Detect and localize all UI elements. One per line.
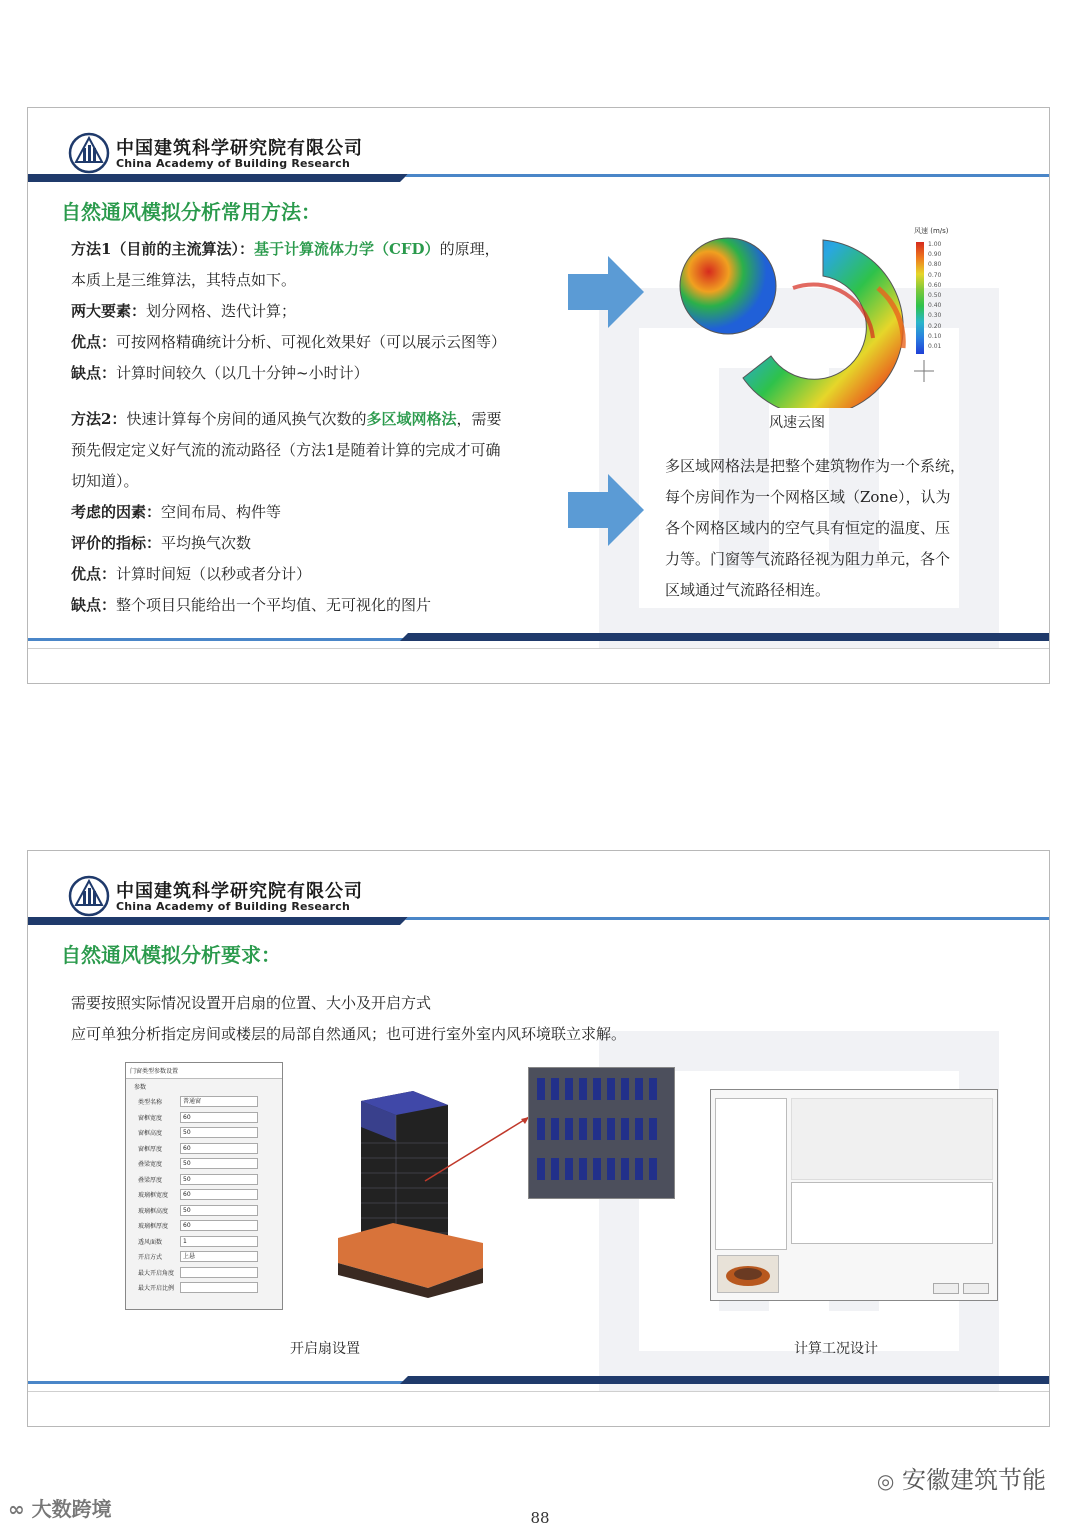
calc-condition-dialog xyxy=(710,1089,998,1301)
dialog-row-label: 叠梁厚度 xyxy=(138,1176,163,1184)
factors-text: 空间布局、构件等 xyxy=(161,503,282,521)
metric-text: 平均换气次数 xyxy=(161,534,252,552)
method2-line1 xyxy=(71,404,501,435)
dialog-row xyxy=(136,1157,276,1173)
legend-value: 0.40 xyxy=(928,302,942,310)
legend-value: 0.01 xyxy=(928,343,942,351)
cons2-text: 整个项目只能给出一个平均值、无可视化的图片 xyxy=(116,596,432,614)
footer-bar xyxy=(28,633,1049,641)
method1-line2: 本质上是三维算法，其特点如下。 xyxy=(71,271,297,289)
caption-window-setting: 开启扇设置 xyxy=(290,1341,360,1357)
method1-label: 方法1（目前的主流算法）： xyxy=(71,240,254,258)
cabr-emblem-icon xyxy=(68,132,110,174)
header-bar xyxy=(28,917,1049,925)
cabr-logo xyxy=(68,132,388,176)
multizone-desc-line1: 多区域网格法是把整个建筑物作为一个系统， xyxy=(665,457,966,475)
method1-line1 xyxy=(71,234,500,265)
dialog-row xyxy=(136,1250,276,1266)
cons2-label: 缺点： xyxy=(71,596,117,614)
dialog-row-input[interactable]: 普通窗 xyxy=(180,1096,258,1107)
method2-cons xyxy=(71,590,431,621)
page-number: 88 xyxy=(530,1509,550,1527)
dialog-row-input[interactable]: 上悬 xyxy=(180,1251,258,1262)
dialog-row xyxy=(136,1173,276,1189)
method2-text-b: ，需要 xyxy=(456,410,502,428)
method1-pros xyxy=(71,327,506,358)
dialog-row-label: 窗框高度 xyxy=(138,1130,163,1137)
multizone-desc-line2: 每个房间作为一个网格区域（Zone），认为 xyxy=(665,488,951,506)
arrow-right-icon xyxy=(568,256,644,328)
legend-value: 0.60 xyxy=(928,281,942,289)
cons-label: 缺点： xyxy=(71,364,117,382)
pros2-text: 计算时间短（以秒或者分计） xyxy=(116,565,312,583)
dialog-tree-panel xyxy=(715,1098,787,1250)
dialog-row-label: 最大开启角度 xyxy=(138,1269,175,1277)
cons-text: 计算时间较久（以几十分钟~小时计） xyxy=(116,364,369,382)
elements-label: 两大要素： xyxy=(71,302,147,320)
wind-speed-legend xyxy=(910,226,980,366)
method2-line2: 预先假定定义好气流的流动路径（方法1是随着计算的完成才可确 xyxy=(71,441,501,459)
arrow-right-icon xyxy=(568,474,644,546)
cfd-highlight: 基于计算流体力学（CFD） xyxy=(253,240,440,258)
org-name-en: China Academy of Building Research xyxy=(116,900,351,913)
dialog-row-label: 开启方式 xyxy=(138,1254,163,1261)
wechat-account-name: 安徽建筑节能 xyxy=(902,1466,1046,1494)
source-name: 大数跨境 xyxy=(31,1497,112,1521)
method1-elements xyxy=(71,296,296,327)
footer-line xyxy=(28,648,1049,649)
dialog-row xyxy=(136,1281,276,1297)
factors-label: 考虑的因素： xyxy=(71,503,162,521)
facade-windows xyxy=(529,1068,674,1198)
dialog-row-label: 最大开启比例 xyxy=(138,1285,175,1292)
legend-value: 0.70 xyxy=(928,271,942,279)
legend-title: 风速 (m/s) xyxy=(914,227,949,235)
wind-speed-contour-figure xyxy=(673,228,933,408)
method2-line3: 切知道）。 xyxy=(71,472,139,490)
dialog-group-label: 参数 xyxy=(134,1084,147,1091)
org-name-cn: 中国建筑科学研究院有限公司 xyxy=(116,881,363,902)
legend-value: 0.10 xyxy=(928,332,942,340)
dialog-row-input[interactable]: 60 xyxy=(180,1220,258,1231)
dialog-row-input[interactable]: 60 xyxy=(180,1112,258,1123)
pros-text: 可按网格精确统计分析、可视化效果好（可以展示云图等） xyxy=(116,333,507,351)
slide-title: 自然通风模拟分析常用方法： xyxy=(61,200,321,224)
legend-value: 1.00 xyxy=(928,241,942,248)
legend-value: 0.30 xyxy=(928,312,942,320)
dialog-row-input[interactable]: 50 xyxy=(180,1174,258,1185)
wechat-icon: ◎ xyxy=(876,1469,895,1493)
dialog-row xyxy=(136,1095,276,1111)
legend-value: 0.20 xyxy=(928,322,942,330)
dialog-row-input[interactable]: 60 xyxy=(180,1189,258,1200)
slide-ventilation-methods xyxy=(27,107,1050,684)
dialog-row xyxy=(136,1219,276,1235)
building-thumbnail-icon xyxy=(718,1256,778,1292)
pros2-label: 优点： xyxy=(71,565,117,583)
multizone-desc-line4: 力等。门窗等气流路径视为阻力单元，各个 xyxy=(665,550,951,568)
method1-cons xyxy=(71,358,369,389)
dialog-row-input[interactable]: 50 xyxy=(180,1205,258,1216)
dialog-row xyxy=(136,1142,276,1158)
dialog-row-label: 窗框厚度 xyxy=(138,1145,163,1153)
window-param-dialog xyxy=(125,1062,283,1310)
requirement-line1: 需要按照实际情况设置开启扇的位置、大小及开启方式 xyxy=(71,994,432,1012)
dialog-row-label: 叠梁宽度 xyxy=(138,1161,163,1168)
axis-triad-icon xyxy=(910,356,938,386)
caption-calc-condition: 计算工况设计 xyxy=(794,1341,878,1357)
dialog-row-label: 玻璃框厚度 xyxy=(138,1223,169,1230)
dialog-row-input[interactable]: 50 xyxy=(180,1158,258,1169)
dialog-row-input[interactable]: 50 xyxy=(180,1127,258,1138)
method1-tail: 的原理， xyxy=(439,240,500,258)
dialog-row xyxy=(136,1188,276,1204)
dialog-cancel-button[interactable] xyxy=(963,1283,989,1294)
legend-value: 0.50 xyxy=(928,292,942,300)
method2-label: 方法2： xyxy=(71,410,127,428)
dialog-options-panel xyxy=(791,1098,993,1180)
legend-colorbar xyxy=(916,242,924,354)
dialog-row xyxy=(136,1235,276,1251)
dialog-row-input[interactable]: 60 xyxy=(180,1143,258,1154)
slide-title: 自然通风模拟分析要求： xyxy=(61,943,281,967)
slide-ventilation-requirements xyxy=(27,850,1050,1427)
legend-value: 0.80 xyxy=(928,261,942,269)
org-name-cn: 中国建筑科学研究院有限公司 xyxy=(116,138,363,159)
footer-line xyxy=(28,1391,1049,1392)
method2-pros xyxy=(71,559,311,590)
dialog-rows xyxy=(136,1095,276,1297)
pros-label: 优点： xyxy=(71,333,117,351)
requirement-line2: 应可单独分析指定房间或楼层的局部自然通风；也可进行室外室内风环境联立求解。 xyxy=(71,1025,627,1043)
header-bar xyxy=(28,174,1049,182)
dialog-row-label: 类型名称 xyxy=(138,1099,163,1106)
multizone-desc-line5: 区域通过气流路径相连。 xyxy=(665,581,831,599)
method2-text-a: 快速计算每个房间的通风换气次数的 xyxy=(126,410,367,428)
elements-text: 划分网格、迭代计算； xyxy=(146,302,297,320)
callout-line xyxy=(423,1113,533,1183)
cabr-emblem-icon xyxy=(68,875,110,917)
dialog-row-label: 玻璃框宽度 xyxy=(138,1192,169,1199)
metric-label: 评价的指标： xyxy=(71,534,162,552)
dialog-row-input[interactable] xyxy=(180,1282,258,1293)
dialog-row-label: 玻璃框高度 xyxy=(138,1207,169,1215)
dialog-row-label: 窗框宽度 xyxy=(138,1114,163,1122)
contour-caption: 风速云图 xyxy=(769,415,825,431)
dialog-thumbnail xyxy=(717,1255,779,1293)
dialog-row xyxy=(136,1111,276,1127)
method2-metric xyxy=(71,528,251,559)
dialog-row-input[interactable] xyxy=(180,1267,258,1278)
footer-bar xyxy=(28,1376,1049,1384)
dialog-row-label: 透风面数 xyxy=(138,1238,163,1246)
dialog-row-input[interactable]: 1 xyxy=(180,1236,258,1247)
dialog-row xyxy=(136,1266,276,1282)
cabr-logo xyxy=(68,875,388,919)
facade-detail-image xyxy=(528,1067,675,1199)
dialog-row xyxy=(136,1204,276,1220)
dialog-table-panel xyxy=(791,1182,993,1244)
legend-values xyxy=(928,240,941,352)
org-name-en: China Academy of Building Research xyxy=(116,157,351,170)
legend-value: 0.90 xyxy=(928,251,942,259)
dialog-ok-button[interactable] xyxy=(933,1283,959,1294)
source-logo-icon: ∞ xyxy=(8,1497,25,1521)
dialog-title: 门窗类型参数设置 xyxy=(126,1063,282,1079)
method2-factors xyxy=(71,497,281,528)
wechat-watermark xyxy=(877,1460,1046,1495)
multizone-desc-line3: 各个网格区域内的空气具有恒定的温度、压 xyxy=(665,519,951,537)
dialog-row xyxy=(136,1126,276,1142)
multizone-highlight: 多区域网格法 xyxy=(366,410,457,428)
